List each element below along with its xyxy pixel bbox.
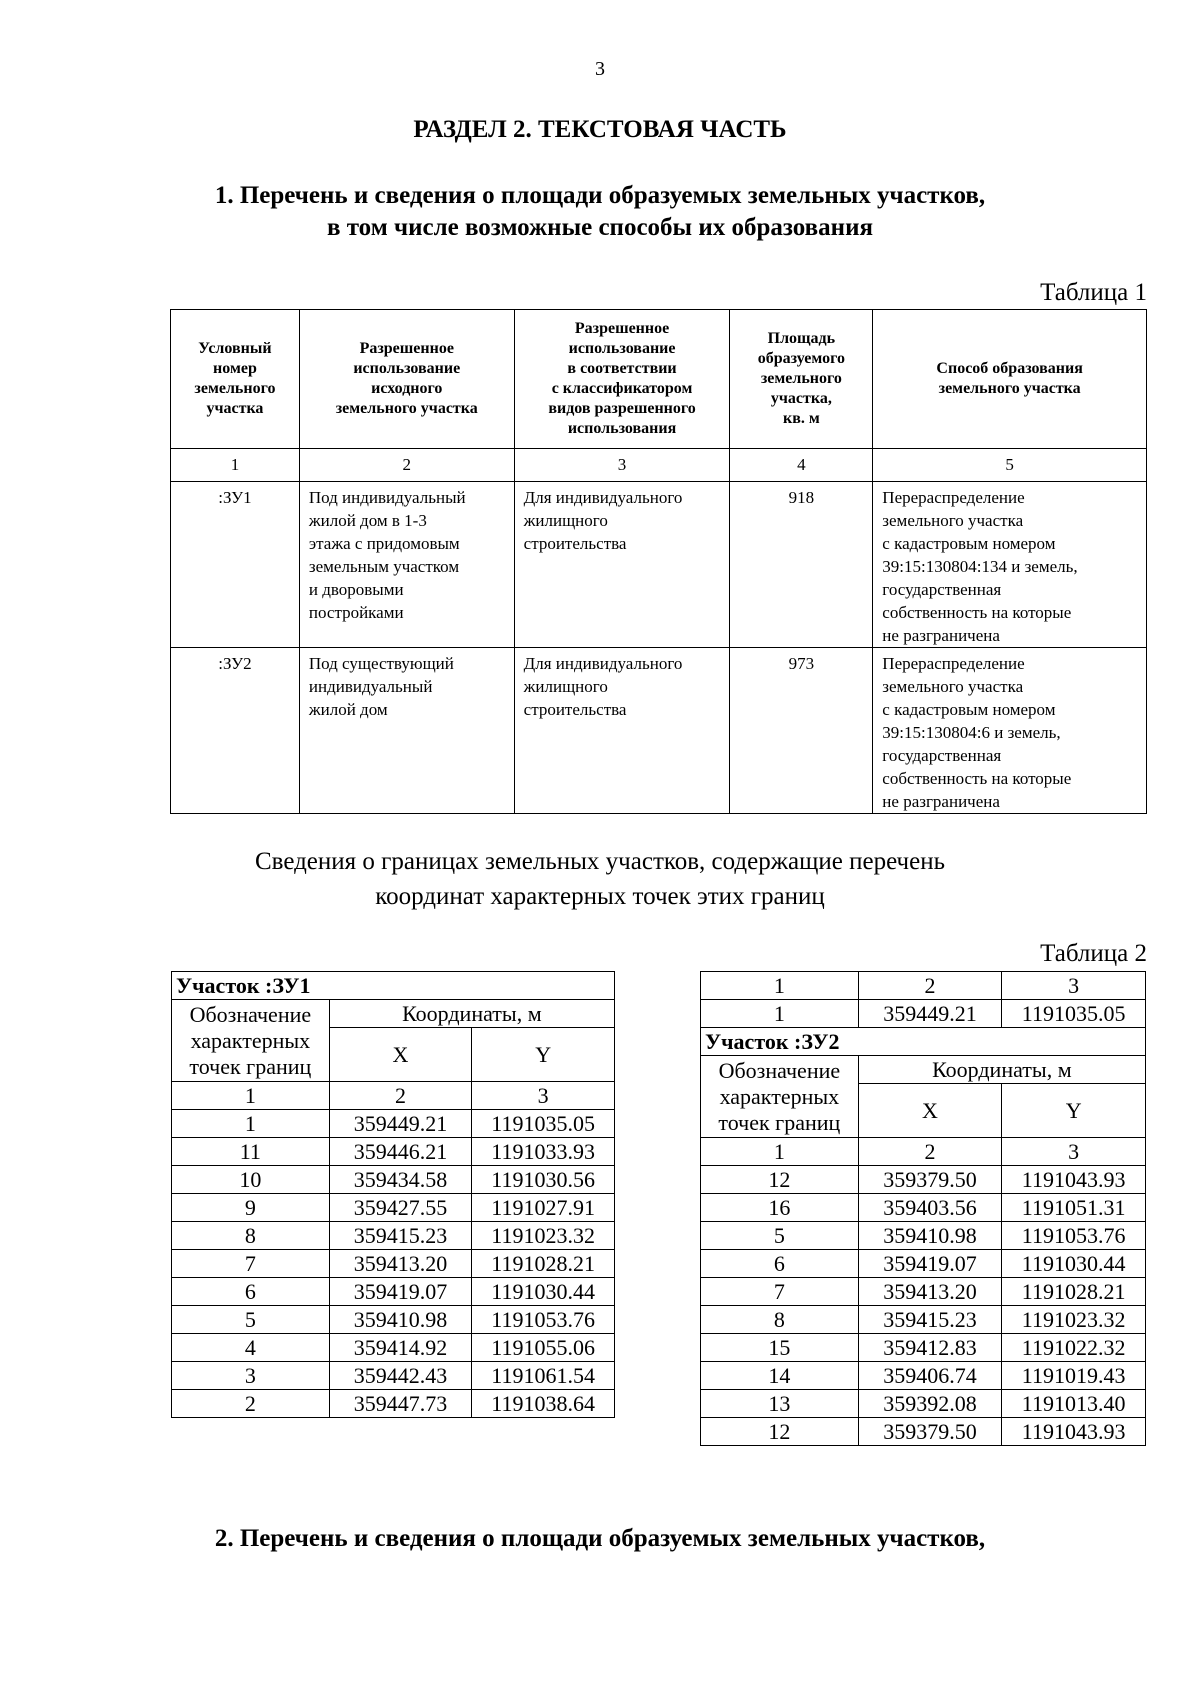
header-line: использования — [567, 420, 677, 437]
heading-1 — [150, 180, 1050, 244]
header-line: номер — [213, 360, 257, 377]
table-1-header-row — [171, 310, 1147, 449]
column-number: 4 — [730, 449, 873, 482]
x-value: 359410.98 — [329, 1306, 472, 1334]
column-number: 1 — [171, 449, 300, 482]
y-value: 1191035.05 — [472, 1110, 615, 1138]
column-number: 2 — [299, 449, 514, 482]
cell-line: жилищного — [523, 511, 608, 530]
y-value: 1191055.06 — [472, 1334, 615, 1362]
point-id: 14 — [701, 1362, 859, 1390]
table-row — [701, 1418, 1146, 1446]
cell-line: жилой дом в 1-3 — [308, 511, 427, 530]
y-value: 1191030.56 — [472, 1166, 615, 1194]
x-header: X — [329, 1028, 472, 1082]
coordinates-header: Координаты, м — [858, 1056, 1145, 1084]
cell-line: Для индивидуального — [523, 654, 683, 673]
x-value: 359415.23 — [329, 1222, 472, 1250]
point-id: 15 — [701, 1334, 859, 1362]
y-header: Y — [1002, 1084, 1146, 1138]
y-value: 1191022.32 — [1002, 1334, 1146, 1362]
header-line: Площадь — [767, 330, 836, 347]
cell-line: этажа с придомовым — [308, 534, 460, 553]
cell-line: с кадастровым номером — [882, 534, 1056, 553]
y-value: 1191053.76 — [472, 1306, 615, 1334]
coordinates-header: Координаты, м — [329, 1000, 614, 1028]
table-row — [701, 1334, 1146, 1362]
x-value: 359447.73 — [329, 1390, 472, 1418]
column-number: 3 — [514, 449, 730, 482]
header-line: земельного — [194, 380, 276, 397]
cell-line: с кадастровым номером — [882, 700, 1056, 719]
cell-line: государственная — [882, 580, 1002, 599]
table-1-header-cell — [873, 310, 1147, 449]
table-row — [701, 1390, 1146, 1418]
table-1-header-cell — [299, 310, 514, 449]
point-id: 7 — [701, 1278, 859, 1306]
point-id: 12 — [701, 1166, 859, 1194]
x-value: 359427.55 — [329, 1194, 472, 1222]
point-id: 6 — [701, 1250, 859, 1278]
y-value: 1191043.93 — [1002, 1418, 1146, 1446]
header-line: характерных — [719, 1083, 840, 1109]
cell-line: строительства — [523, 700, 627, 719]
header-line: земельного участка — [938, 380, 1081, 397]
x-value: 359413.20 — [858, 1278, 1002, 1306]
heading-2-line-2: координат характерных точек этих границ — [375, 883, 825, 910]
cell-line: строительства — [523, 534, 627, 553]
cell-line: собственность на которые — [882, 603, 1072, 622]
point-id: 7 — [172, 1250, 330, 1278]
formation-method — [873, 648, 1147, 814]
plot-id: :ЗУ2 — [171, 648, 300, 814]
cell-line: Перераспределение — [882, 654, 1025, 673]
x-value: 359406.74 — [858, 1362, 1002, 1390]
y-value: 1191033.93 — [472, 1138, 615, 1166]
header-line: точек границ — [189, 1053, 312, 1079]
cell-line: Под индивидуальный — [308, 488, 466, 507]
cell-line: не разграничена — [882, 792, 1000, 811]
heading-2-line-1: Сведения о границах земельных участков, содержащие перечень — [254, 848, 945, 875]
x-value: 359449.21 — [858, 1000, 1002, 1028]
header-row — [701, 1056, 1146, 1084]
table-1-label: Таблица 1 — [1040, 279, 1147, 306]
point-id: 3 — [172, 1362, 330, 1390]
column-number: 5 — [873, 449, 1147, 482]
x-value: 359449.21 — [329, 1110, 472, 1138]
plot-title-row — [701, 1028, 1146, 1056]
y-value: 1191028.21 — [1002, 1278, 1146, 1306]
header-line: земельного — [760, 370, 842, 387]
header-line: в соответствии — [567, 360, 677, 377]
point-id: 1 — [701, 1000, 859, 1028]
x-value: 359410.98 — [858, 1222, 1002, 1250]
column-number: 3 — [1002, 1138, 1146, 1166]
cell-line: индивидуальный — [308, 677, 433, 696]
y-value: 1191030.44 — [472, 1278, 615, 1306]
permitted-use — [514, 482, 730, 648]
table-row — [701, 1306, 1146, 1334]
point-header — [172, 1000, 330, 1082]
point-id: 11 — [172, 1138, 330, 1166]
original-use — [299, 482, 514, 648]
section-title: РАЗДЕЛ 2. ТЕКСТОВАЯ ЧАСТЬ — [413, 116, 787, 143]
x-value: 359442.43 — [329, 1362, 472, 1390]
header-line: точек границ — [718, 1109, 841, 1135]
column-number: 1 — [701, 972, 859, 1000]
plot-title: Участок :ЗУ2 — [701, 1028, 1146, 1056]
cell-line: земельного участка — [882, 511, 1024, 530]
cell-line: Для индивидуального — [523, 488, 683, 507]
point-id: 4 — [172, 1334, 330, 1362]
point-id: 6 — [172, 1278, 330, 1306]
x-value: 359434.58 — [329, 1166, 472, 1194]
heading-1-line-2: в том числе возможные способы их образования — [326, 214, 873, 241]
x-value: 359403.56 — [858, 1194, 1002, 1222]
cell-line: Перераспределение — [882, 488, 1025, 507]
cell-line: земельным участком — [308, 557, 460, 576]
table-row — [171, 482, 1147, 648]
area: 918 — [730, 482, 873, 648]
point-id: 2 — [172, 1390, 330, 1418]
point-id: 8 — [701, 1306, 859, 1334]
table-row — [172, 1278, 615, 1306]
column-number: 2 — [858, 972, 1002, 1000]
y-value: 1191027.91 — [472, 1194, 615, 1222]
heading-2 — [150, 844, 1050, 914]
header-line: земельного участка — [335, 400, 478, 417]
table-row — [172, 1362, 615, 1390]
plot-title-row — [172, 972, 615, 1000]
coordinates-table-zu2 — [700, 971, 1146, 1446]
header-line: участка — [206, 400, 264, 417]
x-value: 359414.92 — [329, 1334, 472, 1362]
table-row — [172, 1390, 615, 1418]
cell-line: 39:15:130804:134 и земель, — [882, 557, 1078, 576]
point-id: 5 — [172, 1306, 330, 1334]
table-row — [701, 1000, 1146, 1028]
x-value: 359412.83 — [858, 1334, 1002, 1362]
cell-line: земельного участка — [882, 677, 1024, 696]
point-id: 5 — [701, 1222, 859, 1250]
coordinates-table-zu1 — [171, 971, 615, 1418]
y-value: 1191038.64 — [472, 1390, 615, 1418]
header-line: с классификатором — [551, 380, 693, 397]
point-header — [701, 1056, 859, 1138]
x-value: 359379.50 — [858, 1166, 1002, 1194]
y-value: 1191043.93 — [1002, 1166, 1146, 1194]
table-row — [172, 1166, 615, 1194]
point-id: 1 — [172, 1110, 330, 1138]
y-value: 1191019.43 — [1002, 1362, 1146, 1390]
x-value: 359379.50 — [858, 1418, 1002, 1446]
column-number-row — [701, 972, 1146, 1000]
y-header: Y — [472, 1028, 615, 1082]
area: 973 — [730, 648, 873, 814]
table-2-label: Таблица 2 — [1040, 940, 1147, 967]
header-line: использование — [353, 360, 461, 377]
table-row — [172, 1334, 615, 1362]
heading-3: 2. Перечень и сведения о площади образуемых земельных участков, — [214, 1525, 986, 1552]
header-line: участка, — [770, 390, 832, 407]
heading-1-line-1: 1. Перечень и сведения о площади образуемых земельных участков, — [214, 182, 986, 209]
header-line: Разрешенное — [574, 320, 670, 337]
x-value: 359392.08 — [858, 1390, 1002, 1418]
page-number: 3 — [595, 58, 605, 80]
table-row — [701, 1166, 1146, 1194]
table-row — [172, 1250, 615, 1278]
y-value: 1191023.32 — [472, 1222, 615, 1250]
table-1-header-cell — [730, 310, 873, 449]
table-row — [172, 1110, 615, 1138]
x-value: 359419.07 — [329, 1278, 472, 1306]
point-id: 9 — [172, 1194, 330, 1222]
table-row — [172, 1138, 615, 1166]
y-value: 1191061.54 — [472, 1362, 615, 1390]
table-row — [701, 1194, 1146, 1222]
column-number: 3 — [1002, 972, 1146, 1000]
y-value: 1191030.44 — [1002, 1250, 1146, 1278]
point-id: 13 — [701, 1390, 859, 1418]
table-1-header-cell — [514, 310, 730, 449]
x-value: 359419.07 — [858, 1250, 1002, 1278]
point-id: 10 — [172, 1166, 330, 1194]
table-row — [171, 648, 1147, 814]
header-line: Обозначение — [189, 1001, 312, 1027]
cell-line: государственная — [882, 746, 1002, 765]
y-value: 1191053.76 — [1002, 1222, 1146, 1250]
table-row — [172, 1194, 615, 1222]
table-1-header-cell — [171, 310, 300, 449]
y-value: 1191028.21 — [472, 1250, 615, 1278]
header-line: видов разрешенного — [548, 400, 696, 417]
cell-line: жилой дом — [308, 700, 388, 719]
permitted-use — [514, 648, 730, 814]
table-row — [172, 1306, 615, 1334]
y-value: 1191013.40 — [1002, 1390, 1146, 1418]
x-value: 359446.21 — [329, 1138, 472, 1166]
plot-title: Участок :ЗУ1 — [172, 972, 615, 1000]
header-line: образуемого — [757, 350, 845, 367]
original-use — [299, 648, 514, 814]
formation-method — [873, 482, 1147, 648]
y-value: 1191051.31 — [1002, 1194, 1146, 1222]
point-id: 16 — [701, 1194, 859, 1222]
header-line: характерных — [190, 1027, 311, 1053]
table-row — [701, 1222, 1146, 1250]
x-value: 359415.23 — [858, 1306, 1002, 1334]
cell-line: 39:15:130804:6 и земель, — [882, 723, 1061, 742]
table-1 — [170, 309, 1147, 814]
column-number: 1 — [172, 1082, 330, 1110]
header-line: исходного — [371, 380, 443, 397]
column-number-row — [172, 1082, 615, 1110]
header-line: Обозначение — [718, 1057, 841, 1083]
table-row — [701, 1362, 1146, 1390]
table-1-column-number-row — [171, 449, 1147, 482]
table-row — [172, 1222, 615, 1250]
cell-line: и дворовыми — [308, 580, 404, 599]
header-line: Способ образования — [936, 360, 1083, 377]
point-id: 12 — [701, 1418, 859, 1446]
y-value: 1191023.32 — [1002, 1306, 1146, 1334]
column-number: 3 — [472, 1082, 615, 1110]
cell-line: Под существующий — [308, 654, 454, 673]
column-number-row — [701, 1138, 1146, 1166]
plot-id: :ЗУ1 — [171, 482, 300, 648]
cell-line: жилищного — [523, 677, 608, 696]
table-row — [701, 1278, 1146, 1306]
column-number: 1 — [701, 1138, 859, 1166]
cell-line: не разграничена — [882, 626, 1000, 645]
point-id: 8 — [172, 1222, 330, 1250]
cell-line: собственность на которые — [882, 769, 1072, 788]
header-line: Разрешенное — [359, 340, 454, 357]
column-number: 2 — [858, 1138, 1002, 1166]
x-header: X — [858, 1084, 1002, 1138]
header-line: кв. м — [782, 410, 820, 427]
header-line: Условный — [198, 340, 272, 357]
column-number: 2 — [329, 1082, 472, 1110]
cell-line: постройками — [308, 603, 404, 622]
y-value: 1191035.05 — [1002, 1000, 1146, 1028]
table-row — [701, 1250, 1146, 1278]
header-row — [172, 1000, 615, 1028]
x-value: 359413.20 — [329, 1250, 472, 1278]
header-line: использование — [568, 340, 676, 357]
